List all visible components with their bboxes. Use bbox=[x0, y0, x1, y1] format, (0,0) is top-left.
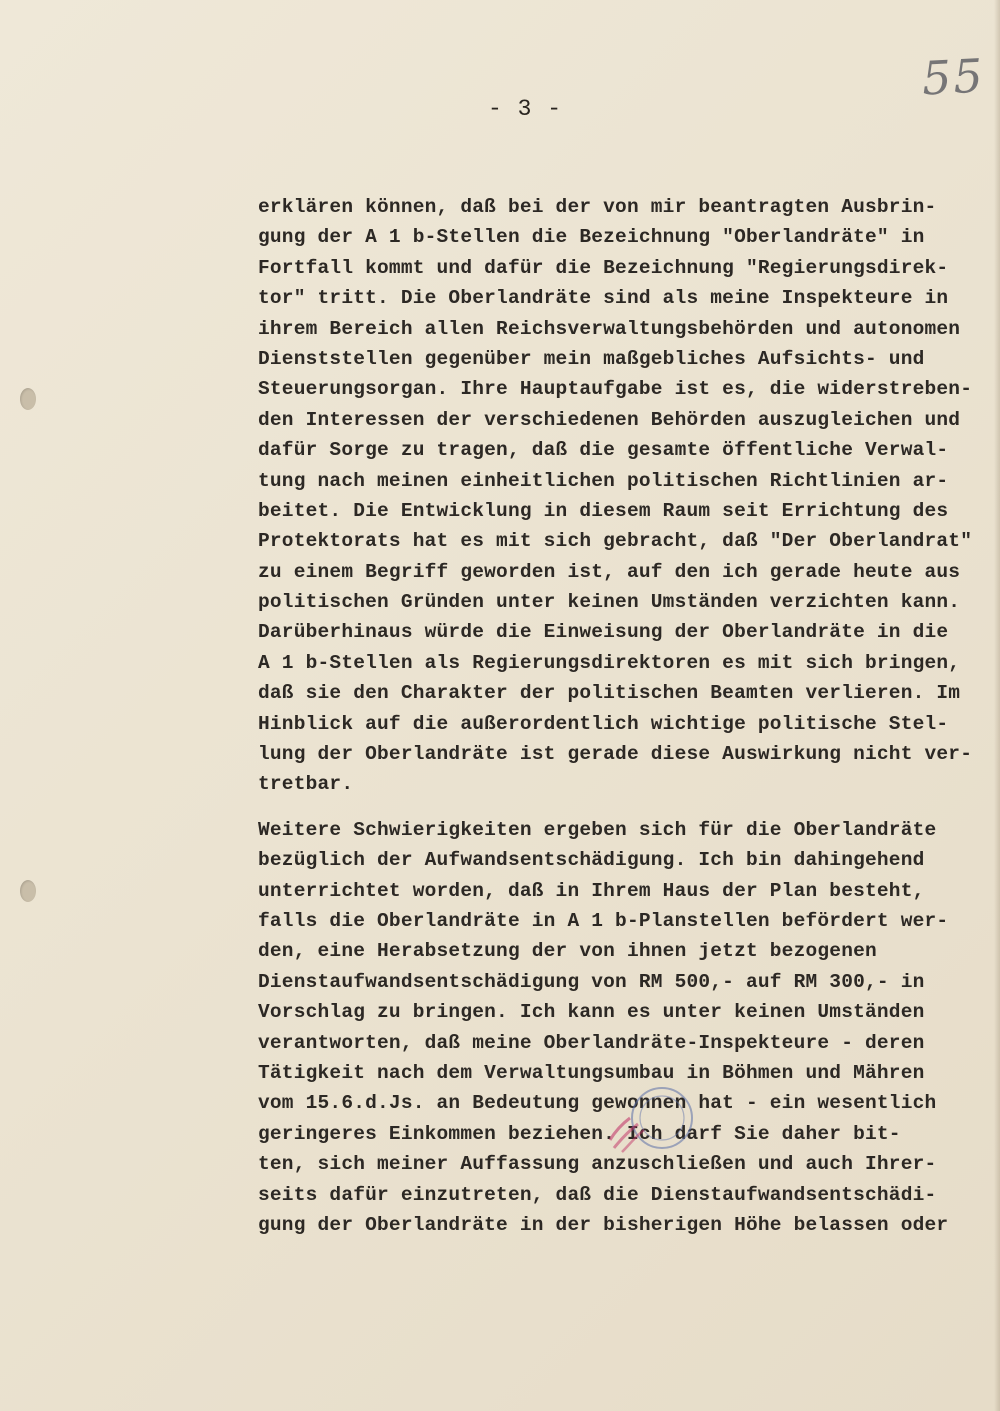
text-line: beitet. Die Entwicklung in diesem Raum seit Errichtung des bbox=[258, 499, 949, 522]
text-line: ten, sich meiner Auffassung anzuschließen und auch Ihrer- bbox=[258, 1153, 937, 1176]
text-line: tung nach meinen einheitlichen politischen Richtlinien ar- bbox=[258, 469, 949, 492]
paper-edge-shadow bbox=[994, 0, 1000, 1411]
text-line: lung der Oberlandräte ist gerade diese Auswirkung nicht ver- bbox=[258, 743, 973, 766]
text-line: bezüglich der Aufwandsentschädigung. Ich bin dahingehend bbox=[258, 849, 925, 872]
text-line: geringeres Einkommen beziehen. Ich darf Sie daher bit- bbox=[258, 1122, 901, 1145]
punch-hole-bottom bbox=[20, 880, 36, 902]
text-line: Dienststellen gegenüber mein maßgebliches Aufsichts- und bbox=[258, 347, 925, 370]
text-line: Weitere Schwierigkeiten ergeben sich für die Oberlandräte bbox=[258, 818, 937, 841]
text-line: erklären können, daß bei der von mir beantragten Ausbrin- bbox=[258, 196, 937, 218]
text-line: Dienstaufwandsentschädigung von RM 500,- auf RM 300,- in bbox=[258, 970, 925, 993]
text-line: tretbar. bbox=[258, 773, 354, 796]
text-line: Darüberhinaus würde die Einweisung der Oberlandräte in die bbox=[258, 621, 949, 644]
text-line: seits dafür einzutreten, daß die Dienstaufwandsentschädi- bbox=[258, 1183, 937, 1206]
text-line: dafür Sorge zu tragen, daß die gesamte öffentliche Verwal- bbox=[258, 439, 949, 462]
text-line: Tätigkeit nach dem Verwaltungsumbau in Böhmen und Mähren bbox=[258, 1061, 925, 1084]
text-line: Steuerungsorgan. Ihre Hauptaufgabe ist es, die widerstreben- bbox=[258, 378, 973, 401]
text-line: ihrem Bereich allen Reichsverwaltungsbehörden und autonomen bbox=[258, 317, 961, 340]
text-line: A 1 b-Stellen als Regierungsdirektoren es mit sich bringen, bbox=[258, 651, 961, 674]
folio-number: 55 bbox=[920, 48, 986, 106]
text-line: den Interessen der verschiedenen Behörden auszugleichen und bbox=[258, 408, 961, 431]
paragraph-1 bbox=[258, 192, 988, 800]
text-line: gung der Oberlandräte in der bisherigen Höhe belassen oder bbox=[258, 1213, 949, 1236]
text-line: falls die Oberlandräte in A 1 b-Planstellen befördert wer- bbox=[258, 909, 949, 932]
text-line: politischen Gründen unter keinen Umständen verzichten kann. bbox=[258, 591, 961, 614]
text-line: verantworten, daß meine Oberlandräte-Inspekteure - deren bbox=[258, 1031, 925, 1054]
text-line: Hinblick auf die außerordentlich wichtige politische Stel- bbox=[258, 712, 949, 735]
text-line: Protektorats hat es mit sich gebracht, daß "Der Oberlandrat" bbox=[258, 530, 973, 553]
page-number: - 3 - bbox=[487, 96, 562, 122]
paragraph-spacer bbox=[258, 800, 988, 815]
text-line: vom 15.6.d.Js. an Bedeutung gewonnen hat - ein wesentlich bbox=[258, 1092, 937, 1115]
letter-body bbox=[258, 192, 988, 1240]
text-line: Fortfall kommt und dafür die Bezeichnung "Regierungsdirek- bbox=[258, 256, 949, 279]
text-line: Vorschlag zu bringen. Ich kann es unter keinen Umständen bbox=[258, 1001, 925, 1024]
text-line: unterrichtet worden, daß in Ihrem Haus der Plan besteht, bbox=[258, 879, 925, 902]
text-line: daß sie den Charakter der politischen Beamten verlieren. Im bbox=[258, 682, 961, 705]
paragraph-2 bbox=[258, 815, 988, 1240]
punch-hole-top bbox=[20, 388, 36, 410]
text-line: gung der A 1 b-Stellen die Bezeichnung "Oberlandräte" in bbox=[258, 226, 925, 249]
text-line: den, eine Herabsetzung der von ihnen jetzt bezogenen bbox=[258, 940, 877, 963]
text-line: zu einem Begriff geworden ist, auf den ich gerade heute aus bbox=[258, 560, 961, 583]
text-line: tor" tritt. Die Oberlandräte sind als meine Inspekteure in bbox=[258, 287, 949, 310]
